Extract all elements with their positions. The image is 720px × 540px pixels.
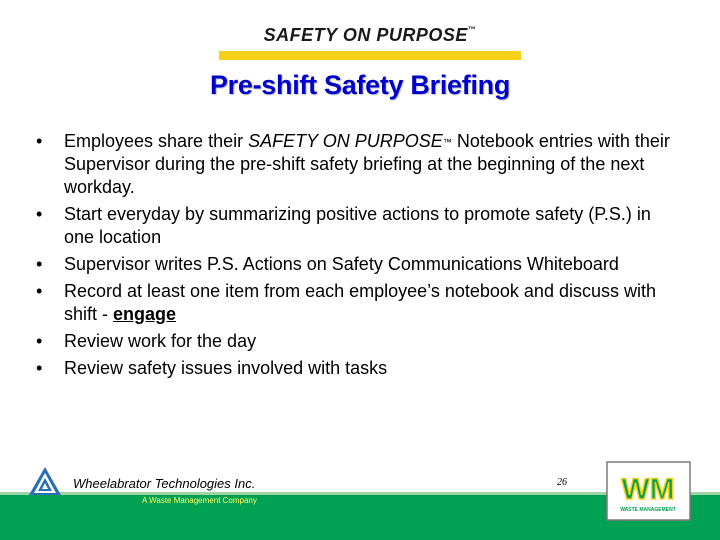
list-item — [0, 253, 680, 276]
banner-label: SAFETY ON PURPOSE — [263, 25, 468, 45]
bullet-text: Notebook entries with their Supervisor during the pre-shift safety briefing at the beginning of the next workday. — [64, 131, 670, 197]
engage-link[interactable]: engage — [113, 304, 177, 324]
bullet-text: Review work for the day — [64, 331, 257, 351]
bullet-text: Review safety issues involved with tasks — [64, 358, 388, 378]
list-item — [0, 330, 680, 353]
safety-on-purpose-banner — [219, 22, 521, 60]
trademark-symbol: ™ — [442, 137, 452, 147]
bullet-icon: • — [36, 131, 43, 151]
bullet-icon: • — [36, 331, 43, 351]
list-item — [0, 280, 680, 326]
bullet-list — [0, 130, 680, 384]
bullet-text: Supervisor writes P.S. Actions on Safety Communications Whiteboard — [64, 254, 619, 274]
banner-yellow-bar — [219, 51, 521, 60]
wm-name: WASTE MANAGEMENT — [620, 507, 676, 513]
bullet-icon: • — [36, 204, 43, 224]
list-item — [0, 357, 680, 380]
wm-logo-icon — [606, 461, 691, 521]
bullet-emphasis: SAFETY ON PURPOSE — [248, 131, 443, 151]
page-title: Pre-shift Safety Briefing — [209, 70, 511, 100]
company-subtitle: A Waste Management Company — [142, 496, 257, 505]
bullet-icon: • — [36, 254, 43, 274]
triangle-logo-icon — [28, 466, 62, 496]
company-name: Wheelabrator Technologies Inc. — [73, 476, 256, 491]
bullet-icon: • — [36, 281, 43, 301]
bullet-text: Employees share their — [64, 131, 249, 151]
list-item — [0, 203, 680, 249]
banner-trademark: ™ — [467, 25, 477, 34]
bullet-icon: • — [36, 358, 43, 378]
wm-letters: WM — [621, 473, 675, 506]
bullet-text: Record at least one item from each employee’s notebook and discuss with shift - — [64, 281, 656, 324]
banner-text — [219, 25, 521, 46]
list-item — [0, 130, 680, 199]
page-number: 26 — [557, 477, 567, 488]
bullet-text: Start everyday by summarizing positive actions to promote safety (P.S.) in one location — [64, 204, 651, 247]
